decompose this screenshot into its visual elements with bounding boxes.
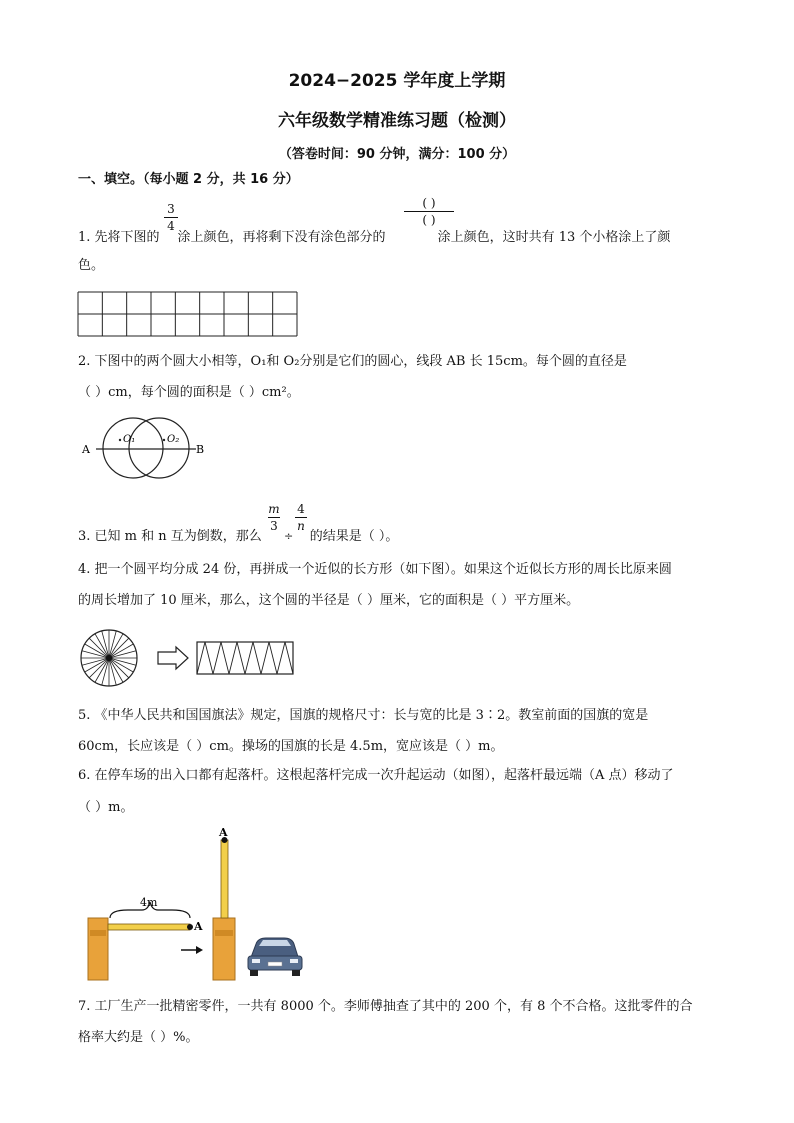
center-o2-dot	[163, 439, 165, 441]
q1-line2: 色。	[78, 258, 105, 273]
q1-text-b: 涂上颜色，再将剩下没有涂色部分的	[177, 230, 386, 245]
q3-f1-den: 3	[270, 519, 278, 533]
q4-circle-rect-figure	[76, 628, 298, 690]
q2-line2: （ ）cm，每个圆的面积是（ ）cm²。	[78, 385, 300, 400]
q3-fraction-2	[295, 502, 307, 533]
q7-line1: 7. 工厂生产一批精密零件，一共有 8000 个。李师傅抽查了其中的 200 个，有 8 个不合格。这批零件的合	[78, 999, 693, 1014]
q1-text-c: 涂上颜色，这时共有 13 个小格涂上了颜	[437, 230, 671, 245]
horizontal-bar	[108, 924, 190, 930]
q1-frac-num: 3	[167, 202, 175, 216]
label-o1: O₁	[123, 434, 136, 445]
car-icon	[248, 938, 302, 976]
q1-blank-num: ( )	[422, 196, 436, 210]
center-o1-dot	[119, 439, 121, 441]
circle-o2	[129, 418, 189, 478]
q1-blank-den: ( )	[422, 213, 436, 227]
vertical-bar	[221, 840, 228, 918]
label-a-horizontal: A	[194, 920, 203, 933]
q5-line1: 5. 《中华人民共和国国旗法》规定，国旗的规格尺寸：长与宽的比是 3∶2。教室前面的国旗的宽是	[78, 708, 649, 723]
q1-blank-fraction	[404, 196, 454, 227]
q1-grid-figure	[76, 290, 300, 338]
q4-line2: 的周长增加了 10 厘米，那么，这个圆的半径是（ ）厘米，它的面积是（ ）平方厘米。	[78, 593, 580, 608]
exam-info: （答卷时间：90 分钟，满分：100 分）	[278, 147, 516, 162]
exam-year-title: 2024−2025 学年度上学期	[288, 71, 506, 91]
q6-line2: （ ）m。	[78, 800, 134, 815]
q6-line1: 6. 在停车场的出入口都有起落杆。这根起落杆完成一次升起运动（如图），起落杆最远端（A 点）移动了	[78, 768, 674, 783]
exam-title: 六年级数学精准练习题（检测）	[278, 111, 516, 131]
right-post-detail	[215, 930, 233, 936]
q2-line1: 2. 下图中的两个圆大小相等，O₁和 O₂分别是它们的圆心，线段 AB 长 15cm。每个圆的直径是	[78, 354, 627, 369]
grid-lines	[78, 292, 297, 336]
label-o2: O₂	[167, 434, 180, 445]
left-post-detail	[90, 930, 106, 936]
q3-f2-den: n	[297, 519, 305, 533]
q3-fraction-1	[268, 502, 280, 533]
right-post	[213, 918, 235, 980]
label-a-vertical: A	[219, 826, 228, 839]
label-b: B	[196, 443, 205, 456]
q3-text-a: 3. 已知 m 和 n 互为倒数，那么	[78, 529, 262, 544]
q1-text-a: 1. 先将下图的	[78, 230, 160, 245]
q1-fraction	[164, 202, 178, 233]
q3-line	[78, 528, 398, 546]
arrow-icon	[196, 946, 203, 954]
q3-divide-sign: ÷	[284, 530, 294, 543]
section-heading: 一、填空。（每小题 2 分，共 16 分）	[78, 172, 299, 187]
arrow-icon	[158, 647, 188, 669]
q4-line1: 4. 把一个圆平均分成 24 份，再拼成一个近似的长方形（如下图）。如果这个近似长方形的周长比原来圆	[78, 562, 672, 577]
left-post	[88, 918, 108, 980]
q3-f1-num: m	[268, 502, 280, 516]
q3-f2-num: 4	[297, 502, 305, 516]
q3-text-b: 的结果是（ ）。	[309, 529, 399, 544]
length-label: 4m	[140, 896, 158, 909]
label-a: A	[82, 443, 90, 456]
circle-center	[106, 655, 112, 661]
bar-end-a	[187, 924, 193, 930]
q5-line2: 60cm，长应该是（ ）cm。操场的国旗的长是 4.5m，宽应该是（ ）m。	[78, 739, 504, 754]
q7-line2: 格率大约是（ ）%。	[78, 1030, 199, 1045]
circle-o1	[103, 418, 163, 478]
q2-circles-figure	[76, 412, 216, 484]
q6-barrier-figure	[84, 826, 306, 984]
q1-frac-den: 4	[167, 219, 175, 233]
rectangle-zigzag	[197, 642, 293, 674]
